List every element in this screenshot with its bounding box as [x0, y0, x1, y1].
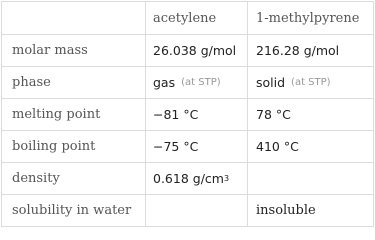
value-cell: insoluble [256, 203, 316, 218]
table-row [2, 130, 373, 162]
header-1-methylpyrene: 1-methylpyrene [256, 10, 360, 26]
value-cell: 26.038 g/mol [153, 43, 237, 58]
table-row [2, 194, 373, 226]
properties-table [1, 1, 374, 227]
table-row [2, 98, 373, 130]
value-cell: 410 °C [256, 139, 299, 154]
phase-value: gas [153, 75, 176, 90]
header-acetylene: acetylene [153, 10, 217, 26]
row-label: phase [12, 75, 51, 90]
row-label: boiling point [12, 139, 96, 154]
row-label: melting point [12, 107, 101, 122]
row-label: molar mass [12, 43, 88, 58]
value-cell: 0.618 g/cm 3 [153, 171, 230, 186]
value-cell [145, 67, 247, 98]
condition-note: (at STP) [181, 77, 221, 88]
table-row [2, 66, 373, 98]
header-row [2, 2, 373, 34]
table-row [2, 162, 373, 194]
value-cell [247, 163, 373, 194]
value-cell: −75 °C [153, 139, 199, 154]
density-value: 0.618 g/cm [153, 171, 224, 186]
value-cell: 216.28 g/mol [256, 43, 340, 58]
header-empty-cell [2, 2, 145, 34]
row-label: solubility in water [12, 203, 132, 218]
value-cell [247, 67, 373, 98]
value-cell: −81 °C [153, 107, 199, 122]
value-cell [145, 195, 247, 226]
condition-note: (at STP) [291, 77, 331, 88]
row-label: density [12, 171, 60, 186]
value-cell: 78 °C [256, 107, 291, 122]
table-row [2, 34, 373, 66]
phase-value: solid [256, 75, 286, 90]
